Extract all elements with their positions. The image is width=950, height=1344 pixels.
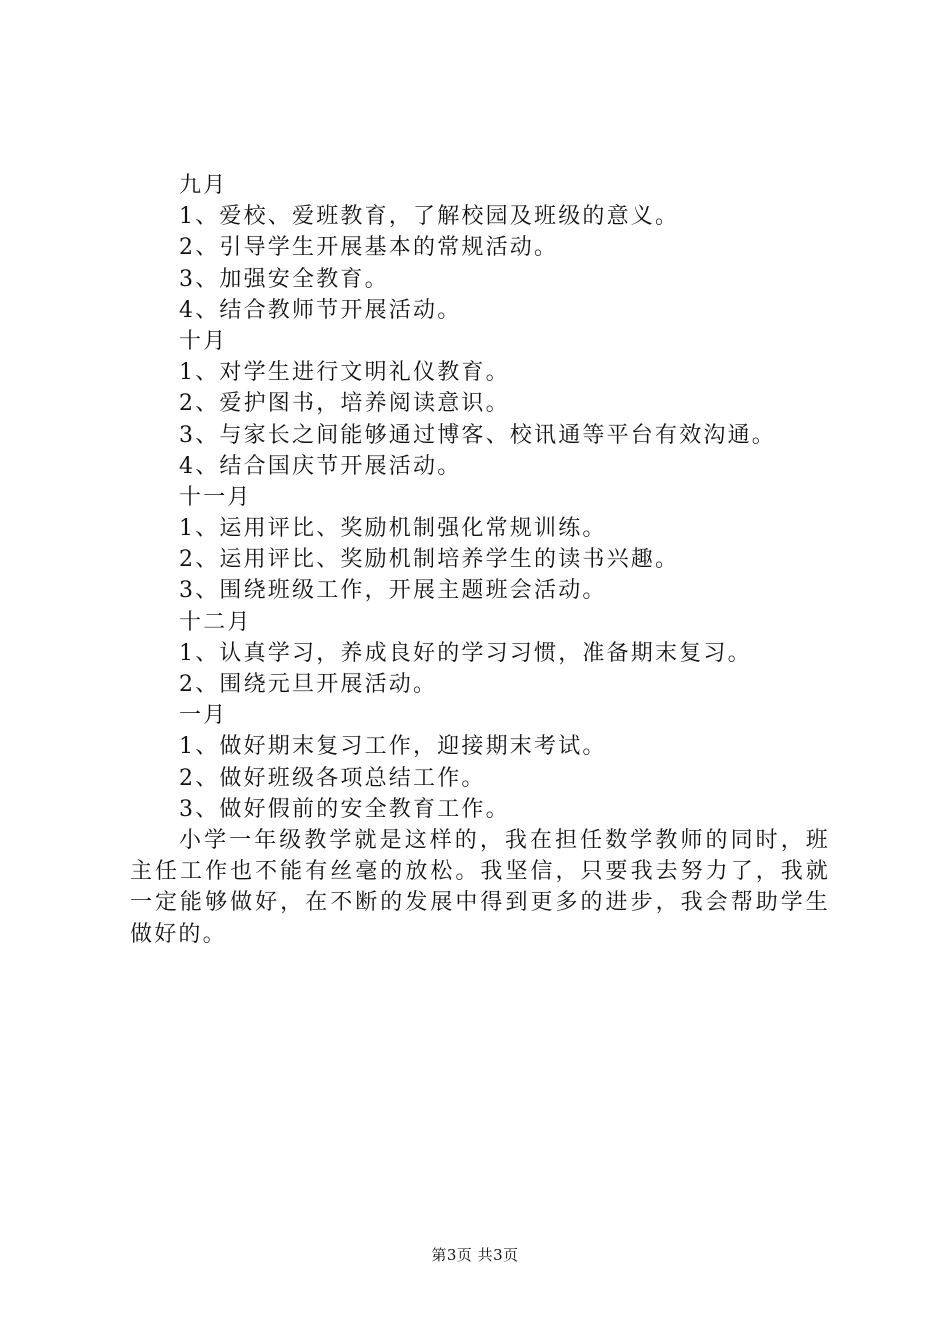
- month-section: [130, 482, 840, 607]
- plan-item: 4、结合教师节开展活动。: [179, 297, 462, 323]
- plan-item: 1、认真学习，养成良好的学习习惯，准备期末复习。: [179, 640, 752, 666]
- month-section: [130, 170, 840, 326]
- plan-item: 2、引导学生开展基本的常规活动。: [179, 235, 559, 261]
- plan-item: 4、结合国庆节开展活动。: [179, 453, 462, 479]
- month-heading: 十二月: [179, 609, 252, 635]
- plan-item: 3、加强安全教育。: [179, 266, 389, 292]
- closing-paragraph: 小学一年级教学就是这样的，我在担任数学教师的同时，班主任工作也不能有丝毫的放松。我坚信，只要我去努力了，我就一定能够做好，在不断的发展中得到更多的进步，我会帮助学生做好的。: [130, 827, 830, 947]
- month-heading: 一月: [179, 703, 228, 729]
- month-heading: 十月: [179, 328, 228, 354]
- plan-item: 2、围绕元旦开展活动。: [179, 672, 438, 697]
- plan-item: 1、爱校、爱班教育，了解校园及班级的意义。: [179, 204, 680, 230]
- month-section: [130, 607, 840, 701]
- plan-item: 2、运用评比、奖励机制培养学生的读书兴趣。: [179, 547, 680, 573]
- month-heading: 十一月: [179, 484, 252, 510]
- plan-item: 1、对学生进行文明礼仪教育。: [179, 360, 510, 386]
- plan-item: 3、做好假前的安全教育工作。: [179, 796, 510, 822]
- month-heading: 九月: [179, 173, 228, 198]
- document-body: [130, 170, 840, 950]
- month-section: [130, 700, 840, 825]
- page-footer: 第3页 共3页: [431, 1246, 519, 1264]
- plan-item: 2、做好班级各项总结工作。: [179, 765, 486, 791]
- plan-item: 1、做好期末复习工作，迎接期末考试。: [179, 734, 607, 760]
- plan-item: 2、爱护图书，培养阅读意识。: [179, 391, 510, 417]
- plan-item: 3、与家长之间能够通过博客、校讯通等平台有效沟通。: [179, 422, 776, 448]
- month-section: [130, 326, 840, 482]
- plan-item: 3、围绕班级工作，开展主题班会活动。: [179, 578, 607, 604]
- plan-item: 1、运用评比、奖励机制强化常规训练。: [179, 516, 607, 542]
